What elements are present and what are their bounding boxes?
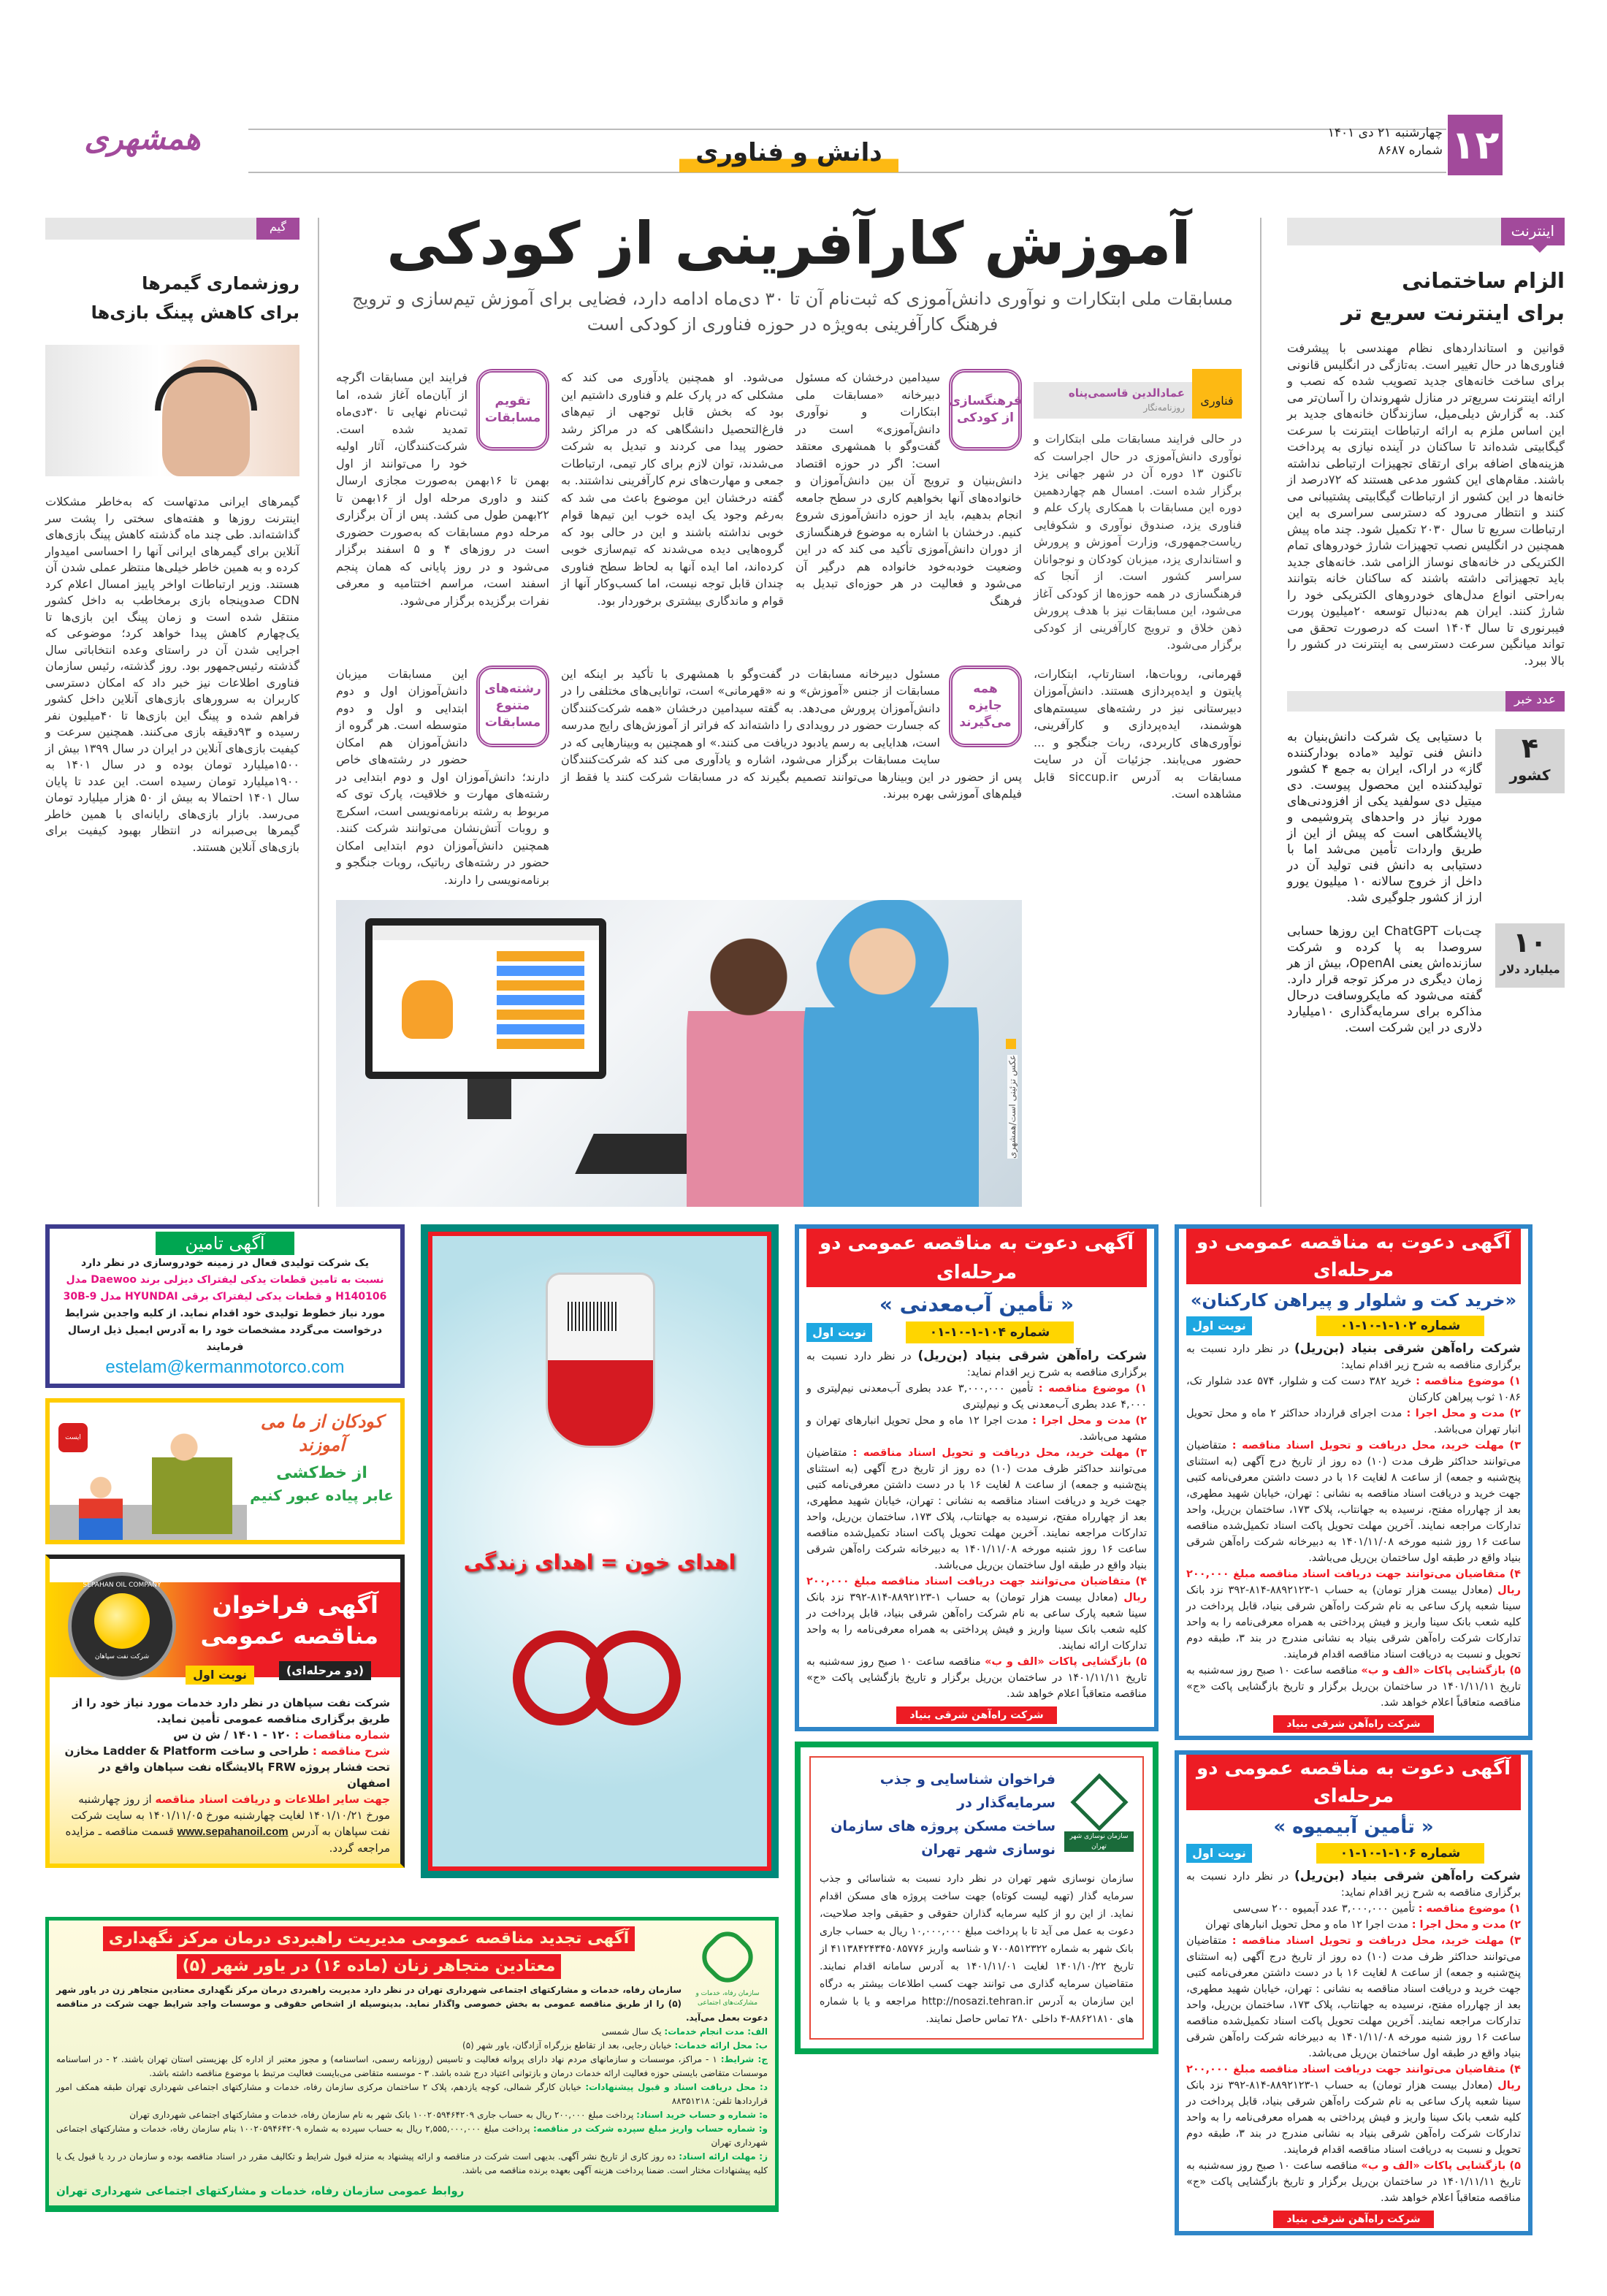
number-item xyxy=(1287,729,1565,906)
section-label-internet: اینترنت xyxy=(1501,218,1565,245)
headphones-icon xyxy=(155,367,257,411)
article-cell-4 xyxy=(336,369,549,654)
byline xyxy=(1034,369,1242,419)
gaming-headline: روزشماری گیمرها برای کاهش پینگ بازی‌ها xyxy=(91,273,299,323)
ad-website-link[interactable]: www.sepahanoil.com xyxy=(177,1826,289,1838)
code-blocks xyxy=(497,951,584,1053)
round-badge: نوبت اول xyxy=(186,1666,254,1685)
author-role: روزنامه‌نگار xyxy=(1143,403,1185,413)
monitor-stand xyxy=(467,1079,511,1119)
main-subhead: مسابقات ملی ابتکارات و نوآوری دانش‌آموزی که ثبت‌نام آن تا ۳۰ دی‌ماه ادامه دارد، فضایی برای آموزش تیم‌سازی و ترویج فرهنگ کارآفرینی به‌ویژه در حوزه فناوری از کودکی است xyxy=(352,289,1233,335)
gamer-photo xyxy=(45,345,299,476)
internet-body: قوانین و استانداردهای نظام مهندسی با پیشرفت فناوری‌ها در حال تغییر است. به‌تازگی در انگلیس قانونی برای ساخت خانه‌های جدید تصویب شده که نصب و ارائه اینترنت سریع‌تر در منازل شهروندان را آسان‌تر می کند. به گزارش دیلی‌میل، سازندگان خانه‌های جدید بر این اساس ملزم به ارائه ارتباطات اینترنت با سرعت گیگابیتی شده‌اند تا ساکنان در آینده نیازی به پرداخت هزینه‌های اضافه برای ارتقای تجهیزات ارتباطی نداشته باشند. مقام‌های این کشور مدعی هستند که ۷۲درصد از خانه‌ها در این کشور از ارتباطات گیگابیتی پشتیبانی می کنند و انتظار می‌رود که دسترسی سراسری به این ارتباطات سریع تا سال ۲۰۳۰ تکمیل شود. چند ماه پیش همچنین در انگلیس نصب تجهیزات شارژ خودروهای تمام الکتریکی در خانه‌های نوساز الزامی شد. خانه‌های جدید باید تجهیزاتی داشته باشند که ساکنان خانه بتوانند به‌راحتی انواع مدل‌های خودروهای الکتریکی خود را شارژ کنند. ایران هم به‌دنبال توسعه ۲۰میلیون پورت فیبرنوری تا سال ۱۴۰۴ است که درصورت تحقق می تواند میانگین سرعت دسترسی به اینترنت در کشور را بالا ببرد. xyxy=(1287,341,1565,668)
tender-number: شماره ۱۰۴-۱-۱۰-۰۱ xyxy=(906,1321,1074,1343)
blood-bag-icon xyxy=(546,1273,655,1448)
article-col-4: فرایند این مسابقات اگرچه از آبان‌ماه آغاز شده، اما ثبت‌نام نهایی تا ۳۰دی‌ماه تمدید شده است. شرکت‌کنندگان، آثار اولیه خود را می‌توانند از اول بهمن تا ۱۶بهمن به‌صورت مجازی ارسال کنند و داوری مرحله اول از ۱۶بهمن تا ۲۲بهمن طول می کشد. پس از آن برگزاری مرحله دوم مسابقات که به‌صورت حضوری است در روزهای ۴ و ۵ اسفند برگزار می‌شود و در روز پایانی که همان پنجم اسفند است، مراسم اختتامیه و معرفی نفرات برگزیده برگزار می‌شود. xyxy=(336,370,550,608)
blood-donation-ad xyxy=(421,1224,779,1878)
ad-footer: شرکت راه‌آهن شرقی بنیاد xyxy=(1273,1715,1434,1733)
number-box: ۱۰ میلیارد دلار xyxy=(1495,923,1565,988)
photo-credit: عکس تزئینی است/همشهری xyxy=(1007,1055,1018,1159)
number-box: ۴ کشور xyxy=(1495,729,1565,793)
article-cell-6 xyxy=(336,665,549,889)
tender-ad-juice xyxy=(1175,1750,1532,2235)
number-item xyxy=(1287,923,1565,1036)
ad-body: شرکت راه‌آهن شرقی بنیاد (بن‌ریل) در نظر دارد نسبت به برگزاری مناقصه به شرح زیر اقدام نماید: ۱) موضوع مناقصه : خرید ۳۸۲ دست کت و شلوار، ۵۷۴ عدد شلوار تک، ۱۰۸۶ ثوب پیراهن کارکنان ۲) مدت و محل اجرا : مدت اجرای قرارداد حداکثر ۲ ماه و محل تحویل انبار تهران می‌باشد. ۳) مهلت خرید، محل دریافت و تحویل اسناد مناقصه : متقاضیان می‌توانند حداکثر ظرف مدت (۱۰) ده روز از تاریخ درج آگهی (به استثنای پنج‌شنبه و جمعه) از ساعت ۸ لغایت ۱۶ با در دست داشتن معرفی‌نامه کتبی جهت خرید و دریافت اسناد مناقصه به نشانی : تهران، خیابان شهید مطهری، بعد از چهارراه مفتح، نرسیده به جهانتاب، پلاک ۱۷۳، ساختمان بن‌ریل، واحد تدارکات مراجعه نمایند. آخرین مهلت تحویل پاکت اسناد تکمیل‌شده مناقصه ساعت ۱۶ روز شنبه مورخه ۱۴۰۱/۱۱/۰۸ به دبیرخانه شرکت راه‌آهن شرقی بنیاد واقع در طبقه اول ساختمان بن‌ریل می‌باشد. ۴) متقاضیان می‌توانند جهت دریافت اسناد مناقصه مبلغ ۲۰۰,۰۰۰ ریال (معادل بیست هزار تومان) به حساب ۱-۸۸۹۲۱۲۳-۸۱۴-۳۹۲ نزد بانک سینا شعبه پارک ساعی به نام شرکت راه‌آهن شرقی بنیاد، قابل پرداخت در کلیه شعب بانک سینا واریز و فیش پرداختی به همراه معرفی‌نامه را به واحد تدارکات شرکت راه‌آهن شرقی بنیاد به نشانی مندرج در بند ۳، طبقه دوم تحویل و نسبت به دریافت اسناد مناقصه اقدام فرمایند. ۵) بازگشایی پاکات «الف و ب» مناقصه ساعت ۱۰ صبح روز سه‌شنبه به تاریخ ۱۴۰۱/۱۱/۱۱ در ساختمان بن‌ریل برگزار و تاریخ بازگشایی پاکت «ج» مناقصه متعاقباً اعلام خواهد شد. xyxy=(1186,1341,1522,1709)
scratch-screen xyxy=(373,926,599,1072)
number-text: با دستیابی یک شرکت دانش‌بنیان به دانش فنی تولید «ماده بودارکننده گاز» در اراک، ایران به جمع ۴ کشور تولیدکننده این محصول پیوست. دی میتیل دی سولفید یکی از افزودنی‌های مورد نیاز در واحدهای پتروشیمی و پالایشگاهی است که پیش از این از طریق واردات تأمین می‌شد اما با دستیابی به دانش فنی تولید آن در داخل از خروج سالانه ۱۰ میلیون یورو ارز از کشور جلوگیری شد. xyxy=(1287,730,1483,905)
section-label-numbers: عدد خبر xyxy=(1505,691,1565,712)
heart-tube-icon xyxy=(513,1631,688,1791)
ad-line: عابر پیاده عبور کنیم xyxy=(250,1487,394,1504)
ad-body: شرکت نفت سپاهان در نظر دارد خدمات مورد نیاز خود را از طریق برگزاری مناقصه عمومی تأمین نماید. شماره مناقصات : ۱۲۰ - ۱۴۰۱ / ش ن س شرح مناقصه : طراحی و ساخت Ladder & Platform مخازن تحت فشار پروژه FRW پالایشگاه نفت سپاهان واقع در اصفهان جهت سایر اطلاعات و دریافت اسناد مناقصه از روز چهارشنبه مورخ ۱۴۰۱/۱۰/۲۱ لغایت چهارشنبه مورخ ۱۴۰۱/۱۱/۰۵ به سایت شرکت نفت سپاهان به آدرس www.sepahanoil.com قسمت مناقصه ـ مزایده مراجعه گردد. xyxy=(64,1696,390,1855)
ad-email[interactable]: estelam@kermanmotorco.com xyxy=(105,1357,345,1377)
numbers-section xyxy=(1287,691,1565,1036)
round-badge: نوبت اول xyxy=(1186,1844,1252,1863)
article-cell-3 xyxy=(561,369,784,654)
boy-figure xyxy=(687,926,811,1207)
subhead-box-calendar: تقویم مسابقات xyxy=(476,369,549,451)
ad-title: « تأمین آبیمیوه » xyxy=(1273,1816,1434,1838)
article-cell-7 xyxy=(1034,665,1242,1208)
ad-footer: روابط عمومی سازمان رفاه، خدمات و مشارکتهای اجتماعی شهرداری تهران xyxy=(56,2184,465,2197)
ad-body: شرکت راه‌آهن شرقی بنیاد (بن‌ریل) در نظر دارد نسبت به برگزاری مناقصه به شرح زیر اقدام نماید: ۱) موضوع مناقصه : تأمین ۳,۰۰۰,۰۰۰ عدد بطری آب‌معدنی نیم‌لیتری و ۴,۰۰۰ عدد بطری آب‌معدنی یک و نیم‌لیتری ۲) مدت و محل اجرا : مدت اجرا ۱۲ ماه و محل تحویل انبارهای تهران و مشهد می‌باشد. ۳) مهلت خرید، محل دریافت و تحویل اسناد مناقصه : متقاضیان می‌توانند حداکثر ظرف مدت (۱۰) ده روز از تاریخ درج آگهی (به استثنای پنج‌شنبه و جمعه) از ساعت ۸ لغایت ۱۶ با در دست داشتن معرفی‌نامه کتبی جهت خرید و دریافت اسناد مناقصه به نشانی : تهران، خیابان شهید مطهری، بعد از چهارراه مفتح، نرسیده به جهانتاب، پلاک ۱۷۳، ساختمان بن‌ریل، واحد تدارکات مراجعه نمایند. آخرین مهلت تحویل پاکت اسناد تکمیل‌شده مناقصه ساعت ۱۶ روز شنبه مورخه ۱۴۰۱/۱۱/۰۸ به دبیرخانه شرکت راه‌آهن شرقی بنیاد واقع در طبقه اول ساختمان بن‌ریل می‌باشد. ۴) متقاضیان می‌توانند جهت دریافت اسناد مناقصه مبلغ ۲۰۰,۰۰۰ ریال (معادل بیست هزار تومان) به حساب ۱-۸۸۹۲۱۲۳-۸۱۴-۳۹۲ نزد بانک سینا شعبه پارک ساعی به نام شرکت راه‌آهن شرقی بنیاد، قابل پرداخت در کلیه شعب بانک سینا واریز و فیش پرداختی به همراه معرفی‌نامه را به واحد تدارکات ارائه نمایند. ۵) بازگشایی پاکات «الف و ب» مناقصه ساعت ۱۰ صبح روز سه‌شنبه به تاریخ ۱۴۰۱/۱۱/۱۱ در ساختمان بن‌ریل برگزار و تاریخ بازگشایی پاکت «ج» مناقصه متعاقباً اعلام خواهد شد. xyxy=(806,1349,1148,1700)
section-title: دانش و فناوری xyxy=(679,134,898,172)
internet-headline: الزام ساختمانی برای اینترنت سریع تر xyxy=(1340,268,1565,325)
subhead-box-prizes: همه جایزه می‌گیرند xyxy=(949,665,1022,747)
ad-title: « تأمین آب‌معدنی » xyxy=(879,1292,1074,1316)
ads-section xyxy=(0,1224,1607,2235)
traffic-safety-ad xyxy=(45,1398,405,1544)
ad-header: آگهی دعوت به مناقصه عمومی دو مرحله‌ای xyxy=(1186,1229,1521,1284)
welfare-tender-ad xyxy=(45,1917,779,2212)
article-col-2: سیدامین درخشان که مسئول دبیرخانه «مسابقات ملی ابتکارات و نوآوری دانش‌آموزی» است در گفت‌وگو با همشهری معتقد است: اگر در حوزه اقتصاد دانش‌بنیان و ترویج آن بین دانش‌آموزان و خانواده‌های آنها بخواهیم کاری در سطح جامعه انجام بدهیم، باید از حوزه دانش‌آموزی شروع کنیم. درخشان با اشاره به موضوع فرهنگسازی از دوران دانش‌آموزی تأکید می کند که در این وضعیت خودبه‌خود خانواده هم درگیر آن می‌شود و فعالیت در هر حوزه‌ای تبدیل به فرهنگ xyxy=(795,370,1022,608)
main-article xyxy=(336,218,1242,1207)
family-illustration xyxy=(152,1432,232,1534)
computer-monitor xyxy=(365,918,606,1079)
ad-footer: شرکت راه‌آهن شرقی بنیاد xyxy=(896,1706,1057,1724)
internet-section xyxy=(1287,218,1565,669)
ad-title: آگهی فراخوان مناقصه عمومی xyxy=(200,1591,378,1649)
welfare-logo: سازمان رفاه، خدمات و مشارکت‌های اجتماعی xyxy=(687,1926,768,2008)
nosazi-logo: سازمان نوسازی شهر تهران xyxy=(1064,1777,1134,1852)
article-col-1: در حالی فرایند مسابقات ملی ابتکارات و نوآوری دانش‌آموزی در حال اجراست که تاکنون ۱۳ دوره آن در شهر جهانی یزد برگزار شده است. امسال هم چهاردهمین دوره این مسابقات با همکاری پارک علم و فناوری یزد، صندوق نوآوری و شکوفایی ریاست‌جمهوری، وزارت آموزش و پرورش و استانداری یزد، میزبان کودکان و نوجوانان سراسر کشور است. از آنجا که فرهنگسازی در همه حوزه‌ها از کودکی آغاز می‌شود، این مسابقات نیز با هدف پرورش ذهن خلاق و ترویج کارآفرینی از کودکی برگزار می‌شود. xyxy=(1034,432,1243,652)
tender-ad-suits xyxy=(1175,1224,1532,1740)
ad-title: «خرید کت و شلوار و پیراهن کارکنان» xyxy=(1190,1290,1517,1311)
article-grid xyxy=(336,369,1242,1207)
sepahan-oil-ad xyxy=(45,1555,405,1868)
ad-title: کودکان از ما می آموزند xyxy=(260,1411,383,1455)
gaming-section xyxy=(45,218,299,1207)
round-badge: نوبت اول xyxy=(1186,1316,1252,1335)
tehran-municipality-logo-icon xyxy=(695,1923,761,1990)
barcode xyxy=(568,1302,619,1331)
tag-fanavari: فناوری xyxy=(1192,369,1242,419)
article-photo xyxy=(336,900,1022,1207)
date: چهارشنبه ۲۱ دی ۱۴۰۱ xyxy=(1327,126,1443,140)
column-divider xyxy=(1260,218,1261,1207)
subhead-box-fields: رشته‌های متنوع مسابقات xyxy=(476,665,549,747)
girl-figure xyxy=(804,900,979,1207)
article-col-7: قهرمانی، روبات‌ها، استارتاپ، ابتکارات، پایتون و ایده‌پردازی هستند. دانش‌آموزان دبیرستانی نیز در رشته‌های سیستم‌های هوشمند، ایده‌پردازی و کارآفرینی، نوآوری‌های کاربردی، ربات جنگجو و ... حضور می‌یابند. جزئیات آن در سایت مسابقات به آدرس siccup.ir قابل مشاهده است. xyxy=(1034,666,1242,801)
boy-bike-illustration xyxy=(79,1476,123,1541)
article-cell-2 xyxy=(795,369,1022,654)
section-label-gaming: گیم xyxy=(256,218,299,240)
header-rule-top xyxy=(248,129,1446,130)
sepahan-logo: SEPAHAN OIL COMPANY شرکت نفت سپاهان xyxy=(68,1572,176,1680)
nosazi-investor-ad xyxy=(795,1742,1159,2054)
article-col-5: مسئول دبیرخانه مسابقات در گفت‌وگو با همشهری با تأکید بر اینکه این مسابقات از جنس «آموزش» و نه «قهرمانی» است، توانایی‌های مختلفی را در دانش‌آموزان پرورش می‌دهد. به گفته سیدامین درخشان «همه شرکت‌کنندگان که جسارت حضور در رویدادی را داشته‌اند که فراتر از آموزش‌های رایج مدرسه است، هدایایی به رسم یادبود دریافت می کنند.» او همچنین به وبینارهایی که در سایت مسابقات برگزار می‌شود، اشاره و یادآوری می کند که شرکت‌کنندگان پس از حضور در این وبینارها می‌توانند تصمیم بگیرند که در مسابقات شرکت کنند یا فقط از فیلم‌های آموزشی بهره ببرند. xyxy=(561,666,1022,801)
supply-ad xyxy=(45,1224,405,1388)
ad-header: آگهی تامین xyxy=(156,1232,294,1255)
issue-date xyxy=(1286,124,1443,159)
ad-body: یک شرکت تولیدی فعال در زمینه خودروسازی در نظر دارد نسبت به تامین قطعات یدکی لیفتراک دیزلی برند Daewoo مدل H140106 و قطعات یدکی لیفتراک برقی HYUNDAI مدل 30B-9 مورد نیاز خطوط تولیدی خود اقدام نماید. از کلیه واجدین شرایط درخواست می‌گردد مشخصات خود را به آدرس ایمیل ذیل ارسال فرمایند xyxy=(63,1257,387,1353)
stage-badge: (دو مرحله‌ای) xyxy=(279,1661,371,1680)
right-column xyxy=(1287,218,1565,1207)
tehran-logo-icon xyxy=(1070,1773,1128,1831)
stop-sign-icon: ایست xyxy=(58,1423,88,1452)
ad-title: آگهی تجدید مناقصه عمومی مدیریت راهبردی درمان مرکز نگهداری معتادین متجاهر زنان (ماده ۱۶) در یاور شهر (۵) xyxy=(56,1926,768,1979)
ads-stack-middle xyxy=(795,1224,1159,2054)
number-text: چت‌بات ChatGPT این روزها حسابی سروصدا به پا کرده و شرکت سازنده‌اش یعنی OpenAI، بیش از هر زمان دیگری در مرکز توجه قرار دارد. گفته می‌شود که مایکروسافت درحال مذاکره برای سرمایه‌گذاری ۱۰میلیارد دلاری در این شرکت است. xyxy=(1287,924,1483,1035)
ad-body: سازمان نوسازی شهر تهران در نظر دارد نسبت به شناسائی و جذب سرمایه گذار (تهیه لیست کوتاه) جهت ساخت پروژه های مسکن اقدام نماید. از این رو از کلیه سرمایه گذاران حقوقی و حقیقی واجد صلاحیت، دعوت به عمل می آید تا با پرداخت مبلغ ۱۰,۰۰۰,۰۰۰ ریال به حساب جاری بانک شهر به شماره ۷۰۰۸۵۱۲۳۲۲ و شناسه واریز ۴۱۱۳۸۴۲۴۳۴۵۰۸۵۷۷۶ از تاریخ ۱۴۰۱/۱۰/۲۲ لغایت ۱۴۰۱/۱۱/۰۱ به آدرس سامانه اقدام نمایند. متقاضیان سرمایه گذاری می توانند جهت کسب اطلاعات بیشتر به درگاه این سازمان به آدرس http://nosazi.tehran.ir مراجعه و یا با شماره های ۸۸۶۲۱۸۱۰-۴ داخلی ۲۸۰ تماس حاصل نمایند. xyxy=(820,1873,1134,2025)
editorial-section xyxy=(0,218,1607,1207)
page-number: ۱۲ xyxy=(1448,115,1503,175)
photo-credit-marker xyxy=(1006,1039,1016,1049)
ad-header: آگهی دعوت به مناقصه عمومی دو مرحله‌ای xyxy=(1186,1755,1521,1810)
article-cell-byline xyxy=(1034,369,1242,654)
slogan: اهدای خون = اهدای زندگی xyxy=(463,1550,736,1574)
author-name: عمادالدین قاسمی‌پناه xyxy=(1068,386,1185,400)
ad-body: سازمان رفاه، خدمات و مشارکتهای اجتماعی شهرداری تهران در نظر دارد مدیریت راهبردی درمان مرکز نگهداری معتادین متجاهر زن در یاور شهر (۵) را از طریق مناقصه عمومی به بخش خصوصی واگذار نماید. بدینوسیله از اشخاص حقوقی و موسسات واجد شرایط جهت شرکت در مناقصه دعوت بعمل می‌آید. الف: مدت انجام خدمات: یک سال شمسی ب: محل ارائه خدمات: خیابان رجایی، بعد از تقاطع بزرگراه آزادگان، یاور شهر (۵) ج: شرایط: ۱ - مراکز، موسسات و سازمانهای مردم نهاد دارای پروانه فعالیت و تاسیس (روزنامه رسمی، اساسنامه) و مجوز معتبر از اداره کل بهزیستی استان تهران باشند. ۲ - در اساسنامه موسسات متقاضی بایستی حوزه فعالیت ارائه خدمات درمان و بازتوانی اعتیاد درج شده باشد. ۳ - موسسه متقاضی می‌بایست فعالیت مرتبط با موضوع مناقصه داشته باشد. د: محل دریافت اسناد و قبول پیشنهادات: خیابان کارگر شمالی، کوچه یازدهم، پلاک ۲ ساختمان مرکزی سازمان رفاه، خدمات و مشارکتهای اجتماعی شهرداری تهران طبقه همکف امور قراردادها تلفن: ۸۸۳۵۱۲۱۸ ه: شماره و حساب خرید اسناد: پرداخت مبلغ ۲۰۰,۰۰۰ ریال به حساب جاری ۱۰۰۲۰۵۹۴۶۴۲۰۹ بانک شهر به نام سازمان رفاه، خدمات و مشارکتهای اجتماعی شهرداری تهران و: شماره حساب واریز مبلغ سپرده شرکت در مناقصه: پرداخت مبلغ ۲,۵۵۵,۰۰۰,۰۰۰ ریال به حساب سپرده به شماره ۱۰۰۲۰۵۹۴۶۴۲۰۹ بنام سازمان رفاه، خدمات و مشارکتهای اجتماعی شهرداری تهران ز: مهلت ارائه اسناد: ده روز کاری از تاریخ نشر آگهی. بدیهی است شرکت در مناقصه و ارائه پیشنهاد به منزله قبول شرایط و تکالیف مقرر در اسناد مناقصه بوده و سازمان در رد یا قبول یک یا کلیه پیشنهادات مختار است. ضمنا پرداخت هزینه آگهی بعهده برنده مناقصه می باشد. xyxy=(56,1984,768,2175)
main-headline: آموزش کارآفرینی از کودکی xyxy=(386,210,1191,278)
article-col-3: می‌شود. او همچنین یادآوری می کند که مشکلی که در پارک علم و فناوری داشتیم این بود که بخش قابل توجهی از تیم‌های فارغ‌التحصیل دانشگاهی که در مراکز رشد حضور پیدا می کردند و تبدیل به شرکت می‌شدند، توان لازم برای کار تیمی، ارتباطات جمعی و مهارت‌های نرم کارآفرینی نداشتند. به گفته درخشان این موضوع باعث می شد که به‌رغم وجود یک ایده خوب این تیم‌ها قوام خوبی نداشته باشند و این در حالی بود که گروه‌هایی دیده می‌شدند که تیم‌سازی خوبی کرده‌اند، اما ایده آنها به لحاظ سطح فناوری چندان قابل توجه نیست، اما کسب‌وکار آنها از قوام و ماندگاری بیشتری برخوردار بود. xyxy=(561,370,784,608)
ad-title: فراخوان شناسایی و جذب سرمایه‌گذار در ساخت مسکن پروژه های سازمان نوسازی شهر تهران xyxy=(831,1771,1056,1858)
headline-space xyxy=(336,218,1242,369)
ad-line: از خط‌کشی xyxy=(276,1464,367,1482)
ads-stack-left xyxy=(45,1224,405,1868)
subhead-box-culture: فرهنگسازی از کودکی xyxy=(949,369,1022,451)
ads-stack-right xyxy=(1175,1224,1532,2235)
tender-number: شماره ۱۰۶-۱-۱۰-۰۱ xyxy=(1316,1843,1484,1864)
article-cell-5 xyxy=(561,665,1022,889)
tender-ad-water xyxy=(795,1224,1159,1731)
author-block xyxy=(1037,385,1185,414)
scratch-cat-icon xyxy=(402,980,453,1039)
article-col-6: این مسابقات میزبان دانش‌آموزان اول و دوم ابتدایی و اول و دوم متوسطه است. هر گروه از دانش‌آموزان هم امکان حضور در رشته‌های خاص دارند؛ دانش‌آموزان اول و دوم ابتدایی در رشته‌های مهارت و خلاقیت، پارک توی که مربوط به رشته برنامه‌نویسی است، اسکرچ و روبات آتش‌نشان می‌توانند شرکت کنند. همچنین دانش‌آموزان دوم ابتدایی امکان حضور در رشته‌های رباتیک، روبات جنگجو و برنامه‌نویسی را دارند. xyxy=(336,666,549,887)
tender-number: شماره ۱۰۲-۱-۱۰-۰۱ xyxy=(1316,1316,1484,1336)
column-divider-left xyxy=(318,218,319,1207)
ad-header: آگهی دعوت به مناقصه عمومی دو مرحله‌ای xyxy=(806,1229,1147,1287)
label-caret xyxy=(1532,245,1547,253)
gaming-body: گیمرهای ایرانی مدتهاست که به‌خاطر مشکلات اینترنت روزها و هفته‌های سختی را پشت سر گذاشته‌اند. طی چند ماه گذشته کاهش پینگ بازی‌های آنلاین برای گیمرهای ایرانی آنها را احساسی امیدوار کرده و به همین خاطر خیلی‌ها منتظر عملی شدن آن هستند. وزیر ارتباطات اواخر پاییز امسال اعلام کرد CDN صدوپنجاه بازی برمخاطب به داخل کشور منتقل شده است و زمان پینگ این بازی‌ها تا یک‌چهارم کاهش پیدا خواهد کرد؛ موضوعی که اجرایی شدن آن در راستای وعده انتخاباتی سال گذشته رئیس‌جمهور بود. روز گذشته، رئیس سازمان فناوری اطلاعات نیز خبر داد که امکان دسترسی کاربران به سرورهای بازی‌های آنلاین داخل کشور فراهم شده و پینگ این بازی‌ها تا ۴۰میلیون نفر رسیده و ۹۳دقیقه بازی می‌کنند. همچنین سرعت و کیفیت بازی‌های آنلاین در ایران در سال ۱۳۹۹ بیش از ۱۵۰۰میلیارد تومان بوده و در سال ۱۴۰۱ به ۱۹۰۰میلیارد تومان رسیده است. این عدد تا پایان سال ۱۴۰۱ احتمالا به بیش از ۵۰ هزار میلیارد تومان می‌رسد. بازار بازی‌های رایانه‌ای با همین خاطر گیمرها بی‌صبرانه در انتظار بهبود کیفیت برای بازی‌های آنلاین هستند. xyxy=(45,495,300,854)
round-badge: نوبت اول xyxy=(806,1323,872,1342)
masthead-logo: همشهری xyxy=(84,121,201,156)
ad-footer: شرکت راه‌آهن شرقی بنیاد xyxy=(1273,2211,1434,2228)
ad-body: شرکت راه‌آهن شرقی بنیاد (بن‌ریل) در نظر دارد نسبت به برگزاری مناقصه به شرح زیر اقدام نماید: ۱) موضوع مناقصه : تأمین ۳,۰۰۰,۰۰۰ عدد آبمیوه ۲۰۰ سی‌سی ۲) مدت و محل اجرا : مدت اجرا ۱۲ ماه و محل تحویل انبارهای تهران ۳) مهلت خرید، محل دریافت و تحویل اسناد مناقصه : متقاضیان می‌توانند حداکثر ظرف مدت (۱۰) ده روز از تاریخ درج آگهی (به استثنای پنج‌شنبه و جمعه) از ساعت ۸ لغایت ۱۶ با در دست داشتن معرفی‌نامه کتبی جهت خرید و دریافت اسناد مناقصه به نشانی : تهران، خیابان شهید مطهری، بعد از چهارراه مفتح، نرسیده به جهانتاب، پلاک ۱۷۳، ساختمان بن‌ریل، واحد تدارکات مراجعه نمایند. آخرین مهلت تحویل پاکت اسناد تکمیل‌شده مناقصه ساعت ۱۶ روز شنبه مورخه ۱۴۰۱/۱۱/۰۸ به دبیرخانه شرکت راه‌آهن شرقی بنیاد واقع در طبقه اول ساختمان بن‌ریل می‌باشد. ۴) متقاضیان می‌توانند جهت دریافت اسناد مناقصه مبلغ ۲۰۰,۰۰۰ ریال (معادل بیست هزار تومان) به حساب ۱-۸۸۹۲۱۲۳-۸۱۴-۳۹۲ نزد بانک سینا شعبه پارک ساعی به نام شرکت راه‌آهن شرقی بنیاد، قابل پرداخت در کلیه شعب بانک سینا واریز و فیش پرداختی به همراه معرفی‌نامه را به واحد تدارکات شرکت راه‌آهن شرقی بنیاد به نشانی مندرج در بند ۳، طبقه دوم تحویل و نسبت به دریافت اسناد مناقصه اقدام فرمایند. ۵) بازگشایی پاکات «الف و ب» مناقصه ساعت ۱۰ صبح روز سه‌شنبه به تاریخ ۱۴۰۱/۱۱/۱۱ در ساختمان بن‌ریل برگزار و تاریخ بازگشایی پاکت «ج» مناقصه متعاقباً اعلام خواهد شد. xyxy=(1186,1869,1522,2204)
issue-number: شماره ۸۶۸۷ xyxy=(1378,143,1443,158)
